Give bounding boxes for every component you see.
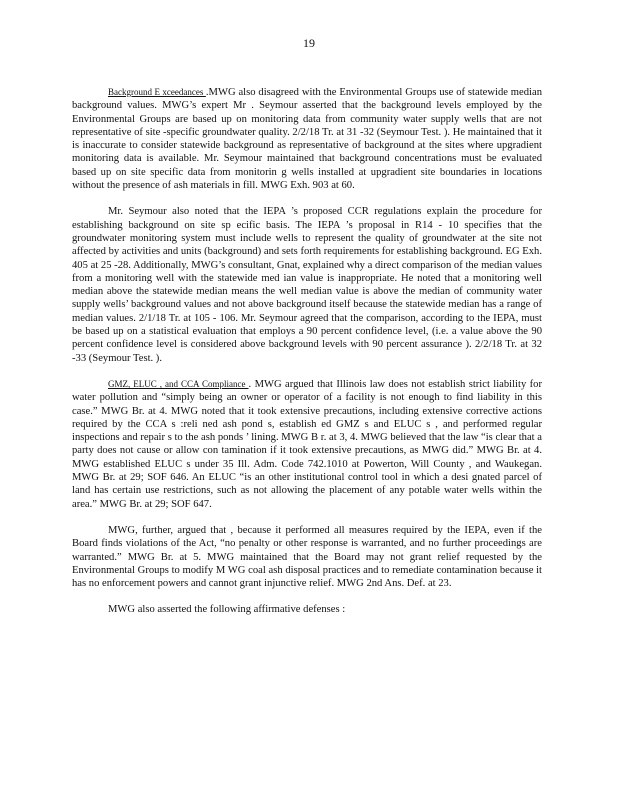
paragraph-gmz-eluc-cca (72, 378, 542, 511)
document-body (72, 86, 542, 617)
page-number: 19 (303, 36, 315, 50)
section-heading-gmz-eluc-cca: GMZ, ELUC , and CCA Compliance (108, 378, 249, 389)
paragraph-text: .MWG also disagreed with the Environmental Groups use of statewide median background values. MWG’s expert Mr . Seymour asserted that the background levels employed by the Environmental Groups are based up on monitoring data from community water supply wells that are not representative of site -specific groundwater quality. 2/2/18 Tr. at 31 -32 (Seymour Test. ). He maintained that it is inaccurate to consider statewide background as representative of background at the sites where upgradient monitoring data is available. Mr. Seymour maintained that background concentrations must be evaluated based up on site specific data from monitorin g wells installed at upgradient site boundaries in locations without the presence of ash materials in fill. MWG Exh. 903 at 60. (72, 87, 542, 192)
paragraph-background-exceedances (72, 86, 542, 192)
paragraph-text: . MWG argued that Illinois law does not establish strict liability for water pollution and “simply being an owner or operator of a facility is not enough to find liability in this case.” MWG Br. at 4. MWG noted that it took extensive precautions, including extensive corrective actions required by the CCA s :reli ned ash pond s, establish ed GMZ s and ELUC s , and performed regular inspections and repair s to the ash ponds ’ lining. MWG B r. at 3, 4. MWG believed that the law “is clear that a party does not cause or allow con tamination if it took extensive precautions, as MWG did.” MWG Br. at 4. MWG established ELUC s under 35 Ill. Adm. Code 742.1010 at Powerton, Will County , and Waukegan. MWG Br. at 29; SOF 646. An ELUC “is an other institutional control tool in which a desi gnated parcel of land has certain use restrictions, such as not allowing the placement of any potable water wells within the area.” MWG Br. at 29; SOF 647. (72, 378, 542, 510)
paragraph-text: MWG, further, argued that , because it performed all measures required by the IEPA, even if the Board finds violations of the Act, “no penalty or other response is warranted, and no further proceedings are warranted.” MWG Br. at 5. MWG maintained that the Board may not grant relief requested by the Environmental Groups to modify M WG coal ash disposal practices and to remediate contamination because it has no enforcement powers and cannot grant injunctive relief. MWG 2nd Ans. Def. at 23. (72, 524, 542, 590)
paragraph-text: MWG also asserted the following affirmative defenses : (108, 604, 346, 616)
section-heading-background-exceedances: Background E xceedances (108, 87, 206, 97)
paragraph-seymour-background (72, 205, 542, 365)
paragraph-no-penalty (72, 524, 542, 590)
paragraph-affirmative-defenses (72, 603, 542, 616)
paragraph-text: Mr. Seymour also noted that the IEPA ’s proposed CCR regulations explain the procedure for establishing background on site sp ecific basis. The IEPA ’s proposal in R14 - 10 specifies that the groundwater monitoring system must include wells to represent the quality of groundwater at the site not affected by activities and units (background) and sets forth requirements for establishing background. EG Exh. 405 at 25 -28. Additionally, MWG’s consultant, Gnat, explained why a direct comparison of the median values from a monitoring well with the statewide med ian value is inappropriate. He noted that a monitoring well median above the statewide median means the well median value is above the median of community water supply wells’ background values and not above background itself because the statewide median has a range of median values. 2/1/18 Tr. at 105 - 106. Mr. Seymour agreed that the comparison, according to the IEPA, must be based up on a statistical evaluation that employs a 90 percent confidence level, (i.e. a value above the 90 percent confidence level is considered above background levels with 90 percent assurance ). 2/2/18 Tr. at 32 -33 (Seymour Test. ). (72, 206, 542, 364)
